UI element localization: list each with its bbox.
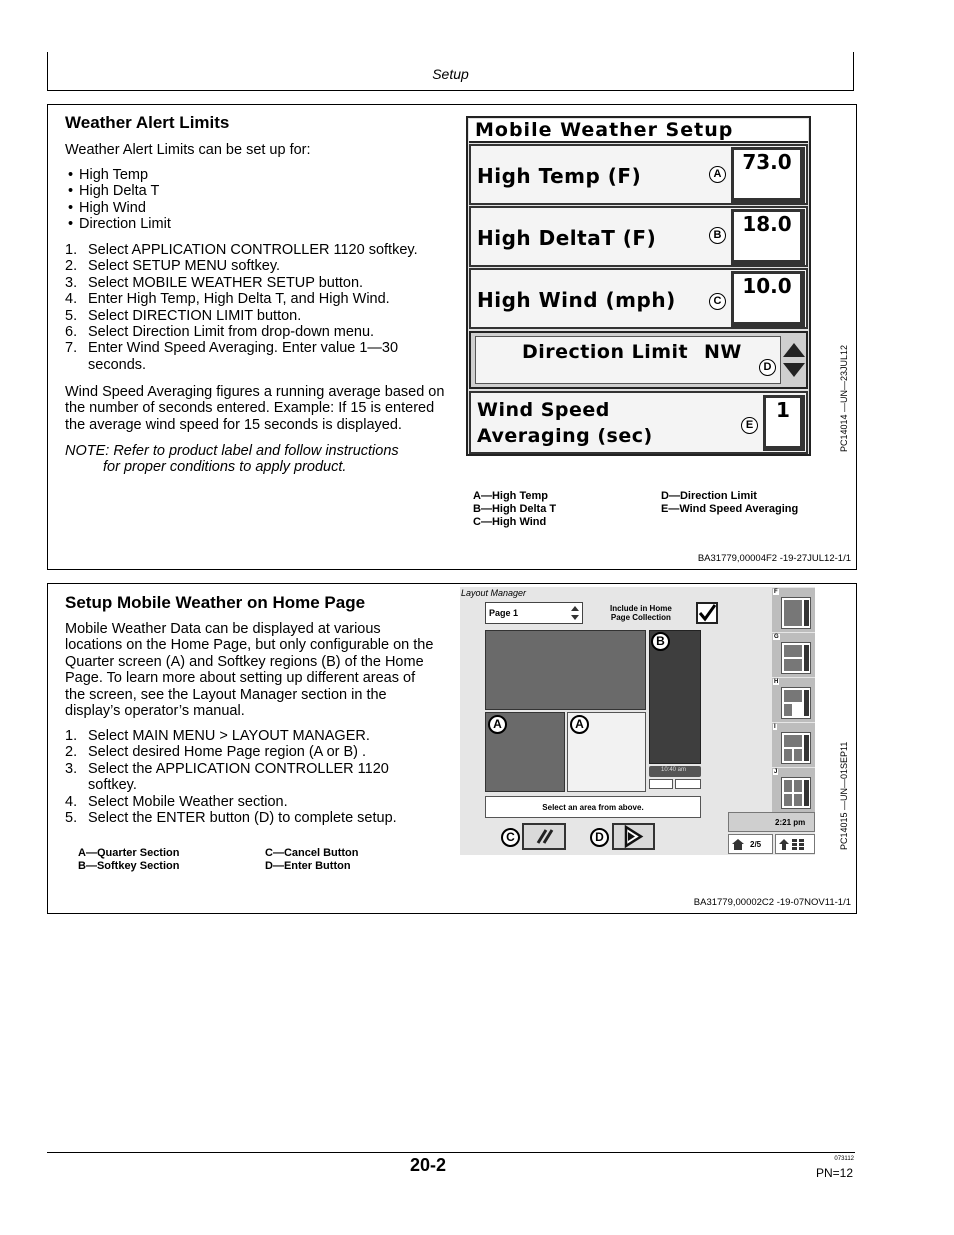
reference-code: BA31779,00004F2 -19-27JUL12-1/1 <box>697 553 851 564</box>
legend-item: B—High Delta T <box>473 503 557 515</box>
legend-item: B—Softkey Section <box>78 860 180 872</box>
include-checkbox[interactable] <box>696 602 718 624</box>
thumb-preview <box>781 642 811 674</box>
mini-clock <box>649 766 701 777</box>
pn-code: PN=12 <box>815 1166 853 1180</box>
home-page-paragraph: Mobile Weather Data can be displayed at various locations on the Home Page, but only configurable on the Quarter screen (A) and Softkey regions (B) of the Home Page. To learn more about setting up different areas of the screen, see the Layout Manager section in the display’s operator’s manual. <box>65 621 434 720</box>
thumb-preview <box>781 777 811 809</box>
list-item: 3. Select the APPLICATION CONTROLLER 1120 softkey. <box>65 760 389 794</box>
callout-c: C <box>709 293 726 310</box>
page-select-value: Page 1 <box>489 608 519 618</box>
running-header <box>47 52 854 91</box>
callout-b: B <box>709 227 726 244</box>
legend-item: D—Enter Button <box>265 860 351 872</box>
averaging-paragraph: Wind Speed Averaging figures a running average based on the number of seconds entered. Example: If 15 is entered the average wind speed for 15 seconds is displayed. <box>65 384 445 433</box>
legend-left <box>473 490 556 529</box>
callout-b: B <box>651 632 670 651</box>
thumb-preview <box>781 732 811 764</box>
layout-nav-button[interactable] <box>775 834 815 854</box>
callout-e: E <box>741 417 758 434</box>
thumb-letter: G <box>774 634 779 640</box>
list-item: 4. Select Mobile Weather section. <box>65 793 288 810</box>
legend-item: C—Cancel Button <box>265 847 359 859</box>
thumbnail-j[interactable] <box>772 768 815 812</box>
check-icon <box>698 604 716 622</box>
thumbnail-i[interactable] <box>772 723 815 767</box>
cancel-button[interactable] <box>522 823 566 850</box>
thumb-preview <box>781 597 811 629</box>
legend-left <box>78 847 179 873</box>
list-item: • Direction Limit <box>65 216 425 232</box>
thumb-letter: J <box>774 769 778 775</box>
direction-limit-label: Direction Limit <box>522 341 689 363</box>
spinner-arrows-icon[interactable] <box>570 605 580 621</box>
mini-clock-time: 10:40 am <box>661 767 687 773</box>
thumb-letter: H <box>774 679 779 685</box>
list-item: 5. Select the ENTER button (D) to complete setup. <box>65 810 397 827</box>
up-down-arrow-icon[interactable] <box>782 341 806 379</box>
high-wind-input[interactable]: 10.0 <box>731 271 805 327</box>
legend-item: A—High Temp <box>473 490 548 502</box>
list-item: 4. Enter High Temp, High Delta T, and High Wind. <box>65 291 390 308</box>
note-line-2: for proper conditions to apply product. <box>103 459 347 475</box>
list-item: 7. Enter Wind Speed Averaging. Enter value 1—30 seconds. <box>65 340 399 373</box>
high-wind-row[interactable] <box>469 268 808 329</box>
legend-right <box>265 847 359 873</box>
quarter-region-2[interactable] <box>567 712 646 792</box>
legend-item: E—Wind Speed Averaging <box>661 503 799 515</box>
figure-id: PC14014 —UN—23JUL12 <box>839 344 849 452</box>
callout-d: D <box>759 359 776 376</box>
callout-a: A <box>570 715 589 734</box>
thumbnail-f[interactable] <box>772 588 815 632</box>
list-item: 1. Select MAIN MENU > LAYOUT MANAGER. <box>65 728 370 744</box>
up-arrow-grid-icon <box>779 838 811 851</box>
mobile-weather-setup-figure <box>466 116 811 456</box>
footer-rule <box>47 1152 855 1153</box>
cancel-icon <box>524 825 564 848</box>
direction-limit-button[interactable] <box>469 331 808 389</box>
high-temp-input[interactable]: 73.0 <box>731 147 805 203</box>
list-item: 2. Select SETUP MENU softkey. <box>65 258 281 275</box>
reference-code: BA31779,00002C2 -19-07NOV11-1/1 <box>693 897 851 908</box>
home-button[interactable] <box>728 834 773 854</box>
date-code: 073112 <box>834 1156 854 1162</box>
enter-arrow-icon <box>614 825 653 848</box>
status-message <box>485 796 701 818</box>
figure-id: PC14015 —UN—01SEP11 <box>839 741 849 850</box>
enter-button[interactable] <box>612 823 655 850</box>
legend-item: A—Quarter Section <box>78 847 180 859</box>
direction-limit-value: NW <box>704 341 742 363</box>
list-item: 6. Select Direction Limit from drop-down menu. <box>65 324 375 341</box>
page-counter: 2/5 <box>750 840 762 849</box>
include-line-2: Page Collection <box>610 613 671 622</box>
callout-a: A <box>709 166 726 183</box>
high-deltat-label: High DeltaT (F) <box>477 226 657 250</box>
figure-title: Mobile Weather Setup <box>475 119 734 141</box>
layout-manager-title: Layout Manager <box>461 588 527 598</box>
softkey-region-b[interactable] <box>649 630 701 764</box>
legend-item: C—High Wind <box>473 516 547 528</box>
list-item: 3. Select MOBILE WEATHER SETUP button. <box>65 274 364 291</box>
alert-bullet-list <box>65 167 425 233</box>
clock-time: 2:21 pm <box>775 818 806 827</box>
high-deltat-input[interactable]: 18.0 <box>731 209 805 265</box>
high-wind-label: High Wind (mph) <box>477 288 676 312</box>
wind-speed-averaging-row[interactable] <box>469 391 808 454</box>
thumb-letter: F <box>774 589 778 595</box>
high-temp-label: High Temp (F) <box>477 164 642 188</box>
averaging-label-line-2: Averaging (sec) <box>477 425 653 447</box>
callout-c: C <box>501 828 520 847</box>
home-icon <box>731 838 745 851</box>
high-deltat-row[interactable] <box>469 206 808 267</box>
status-message-text: Select an area from above. <box>542 803 644 812</box>
quarter-region-a[interactable] <box>485 712 565 792</box>
list-item: • High Temp <box>65 167 425 183</box>
setup-steps-list <box>65 242 425 373</box>
list-item: 2. Select desired Home Page region (A or B) . <box>65 744 367 761</box>
thumbnail-g[interactable] <box>772 633 815 677</box>
intro-text: Weather Alert Limits can be set up for: <box>65 142 311 158</box>
layout-manager-figure <box>460 587 815 855</box>
direction-limit-field <box>475 336 781 384</box>
include-line-1: Include in Home <box>610 604 672 613</box>
section-heading: Weather Alert Limits <box>65 113 230 132</box>
home-setup-steps-list <box>65 728 420 826</box>
mini-nav-button <box>675 779 701 789</box>
clock-display <box>728 812 815 832</box>
figure-title-bar <box>469 119 808 143</box>
list-item: • High Wind <box>65 200 425 216</box>
thumbnail-h[interactable] <box>772 678 815 722</box>
list-item: • High Delta T <box>65 183 425 199</box>
thumb-preview <box>781 687 811 719</box>
page-select[interactable] <box>485 602 583 624</box>
legend-right <box>661 490 798 516</box>
note-line-1: NOTE: Refer to product label and follow instructions <box>65 443 399 459</box>
legend-item: D—Direction Limit <box>661 490 757 502</box>
list-item: 1. Select APPLICATION CONTROLLER 1120 softkey. <box>65 242 418 258</box>
header-title: Setup <box>432 66 469 82</box>
half-region[interactable] <box>485 630 646 710</box>
high-temp-row[interactable] <box>469 144 808 205</box>
mini-home-button <box>649 779 673 789</box>
callout-a: A <box>488 715 507 734</box>
list-item: 5. Select DIRECTION LIMIT button. <box>65 307 302 324</box>
callout-d: D <box>590 828 609 847</box>
thumb-letter: I <box>774 724 776 730</box>
section-heading: Setup Mobile Weather on Home Page <box>65 593 366 612</box>
page-number: 20-2 <box>410 1155 447 1175</box>
averaging-label-line-1: Wind Speed <box>477 399 610 421</box>
include-label <box>610 604 672 622</box>
averaging-input[interactable]: 1 <box>763 395 805 451</box>
